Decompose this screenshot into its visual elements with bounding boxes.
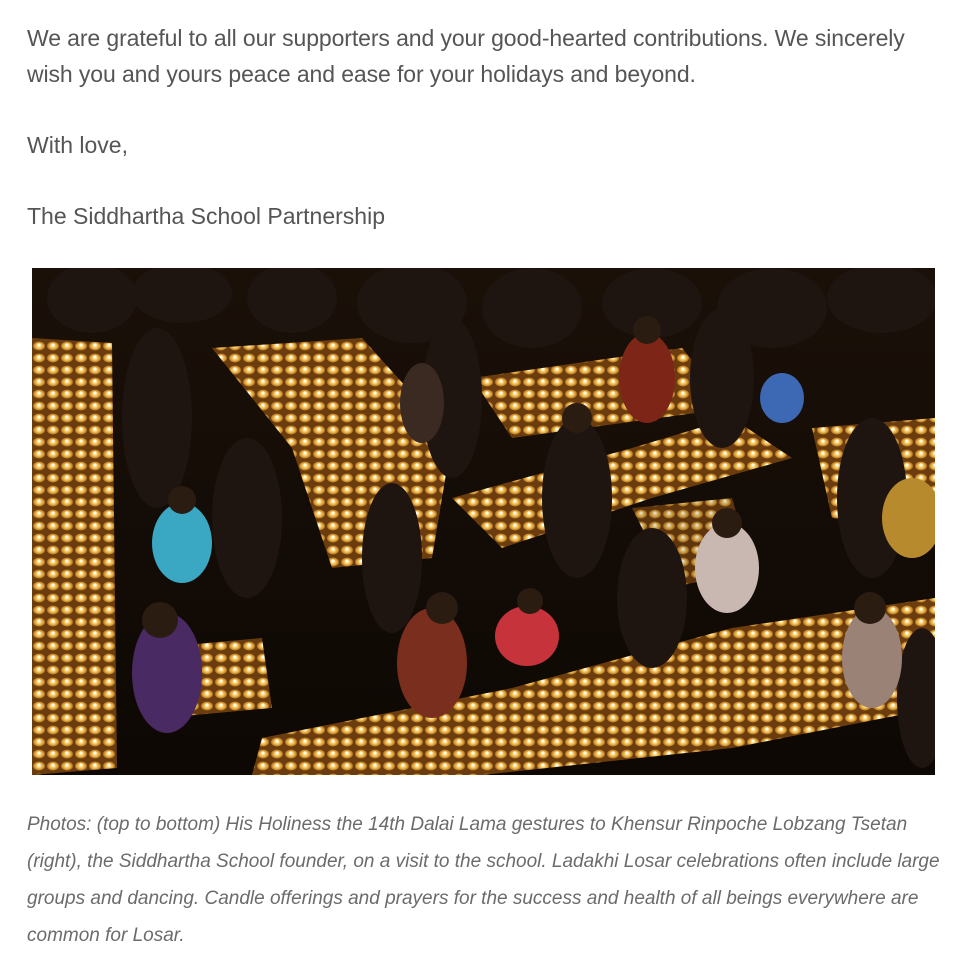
photo-caption: Photos: (top to bottom) His Holiness the 14th Dalai Lama gestures to Khensur Rinpoche Lobzang Tsetan (right), the Siddhartha School founder, on a visit to the school. Ladakhi Losar celebrations often include large groups and dancing. Candle offerings and prayers for the success and health of all beings everywhere are common for Losar. <box>27 814 940 946</box>
candle-offerings-photo <box>32 268 935 775</box>
signature-line: The Siddhartha School Partnership <box>27 203 385 229</box>
closing-line: With love, <box>27 132 128 158</box>
email-body <box>27 20 947 234</box>
gratitude-paragraph: We are grateful to all our supporters and your good-hearted contributions. We sincerely wish you and yours peace and ease for your holidays and beyond. <box>27 25 905 87</box>
candle-offerings-illustration <box>32 268 935 775</box>
